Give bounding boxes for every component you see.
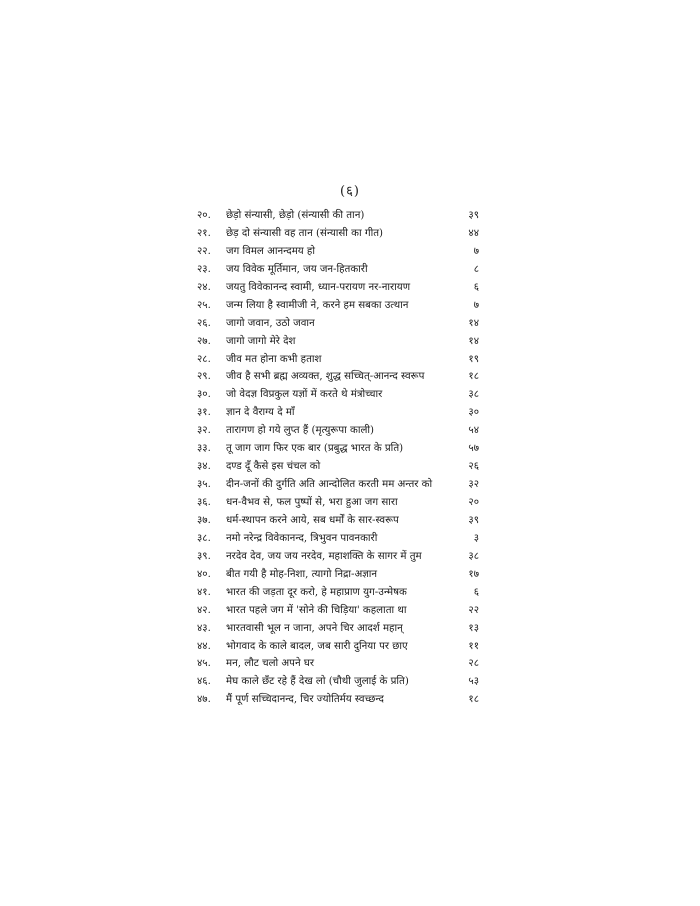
toc-entry-title: जीव है सभी ब्रह्म अव्यक्त, शुद्ध सच्चित्-आनन्द स्वरूप <box>226 371 425 383</box>
toc-entry <box>197 368 479 386</box>
toc-entry-page: १८ <box>468 371 479 383</box>
toc-entry-number: २८. <box>197 353 211 365</box>
toc-entry <box>197 297 479 315</box>
toc-entry-page: ४४ <box>468 227 479 239</box>
toc-entry-title: जय विवेक मूर्तिमान, जय जन-हितकारी <box>226 263 368 275</box>
toc-entry-number: ३६. <box>197 497 211 508</box>
toc-entry <box>197 494 479 512</box>
toc-entry-number: २१. <box>197 227 211 239</box>
toc-entry-page: ७ <box>473 245 479 257</box>
toc-entry-page: २२ <box>468 604 479 616</box>
toc-entry-number: २०. <box>197 210 211 221</box>
toc-entry-page: २८ <box>468 658 479 670</box>
toc-entry <box>197 620 479 638</box>
toc-entry-page: ३९ <box>468 210 479 221</box>
toc-entry <box>197 422 479 440</box>
toc-entry-number: ३४. <box>197 461 211 473</box>
toc-entry-number: २९. <box>197 371 211 383</box>
toc-entry-title: छेड़ दो संन्यासी वह तान (संन्यासी का गीत) <box>226 227 384 239</box>
toc-entry <box>197 584 479 602</box>
toc-entry <box>197 207 479 225</box>
toc-entry <box>197 655 479 673</box>
toc-entry-title: जन्म लिया है स्वामीजी ने, करने हम सबका उत्थान <box>226 299 409 311</box>
toc-entry-title: भारतवासी भूल न जाना, अपने चिर आदर्श महान् <box>226 622 403 634</box>
toc-entry <box>197 333 479 351</box>
toc-entry-page: ३२ <box>468 479 479 491</box>
toc-entry <box>197 673 479 691</box>
toc-entry-number: २२. <box>197 245 211 257</box>
toc-entry-title: नरदेव देव, जय जय नरदेव, महाशक्ति के सागर में तुम <box>226 550 422 562</box>
toc-entry-title: जागो जागो मेरे देश <box>226 335 296 347</box>
toc-entry-page: १९ <box>468 353 479 365</box>
toc-entry <box>197 512 479 530</box>
toc-entry-page: १७ <box>468 568 479 580</box>
toc-entry-number: ३८. <box>197 532 211 544</box>
toc-entry-page: १४ <box>468 335 479 347</box>
toc-entry-page: ३ <box>473 532 479 544</box>
toc-entry-page: ७ <box>473 299 479 311</box>
toc-entry-title: ज्ञान दे वैराग्य दे माँ <box>226 407 295 419</box>
toc-entry-number: ४२. <box>197 604 211 616</box>
toc-entry-number: ४६. <box>197 676 211 688</box>
toc-entry-number: २५. <box>197 299 211 311</box>
toc-entry <box>197 548 479 566</box>
toc-entry-title: दण्ड दूँ कैसे इस चंचल को <box>226 461 321 473</box>
toc-entry-title: नमो नरेन्द्र विवेकानन्द, त्रिभुवन पावनकारी <box>226 532 378 544</box>
toc-entry <box>197 386 479 404</box>
toc-entry-number: २३. <box>197 263 211 275</box>
toc-entry <box>197 638 479 656</box>
toc-entry <box>197 602 479 620</box>
toc-entry <box>197 566 479 584</box>
toc-entry <box>197 404 479 422</box>
toc-entry <box>197 261 479 279</box>
toc-entry-page: ५७ <box>468 443 479 455</box>
toc-entry-page: ८ <box>473 263 479 275</box>
toc-entry-page: ३० <box>468 407 479 419</box>
toc-entry <box>197 691 479 709</box>
table-of-contents <box>197 207 479 709</box>
toc-entry-number: ३५. <box>197 479 211 491</box>
toc-entry-number: ३०. <box>197 389 211 401</box>
toc-entry-number: ४४. <box>197 640 211 652</box>
toc-entry-page: २० <box>468 497 479 508</box>
toc-entry-page: ३८ <box>468 389 479 401</box>
toc-entry-page: ३८ <box>468 550 479 562</box>
toc-entry <box>197 476 479 494</box>
toc-entry-number: २७. <box>197 335 211 347</box>
toc-entry-title: बीत गयी है मोह-निशा, त्यागो निद्रा-अज्ञान <box>226 568 378 580</box>
toc-entry-page: ३९ <box>468 514 479 526</box>
toc-entry-title: जयतु विवेकानन्द स्वामी, ध्यान-परायण नर-नारायण <box>226 281 411 293</box>
toc-entry-page: ६ <box>473 586 479 598</box>
toc-entry-number: ४१. <box>197 586 211 598</box>
toc-entry <box>197 458 479 476</box>
toc-entry <box>197 243 479 261</box>
toc-entry-title: मन, लौट चलो अपने घर <box>226 658 315 670</box>
toc-entry-number: ३१. <box>197 407 211 419</box>
page-number: (६) <box>340 184 360 199</box>
toc-entry-title: धर्म-स्थापन करने आये, सब धर्मों के सार-स्वरूप <box>226 514 399 526</box>
toc-entry-number: २६. <box>197 317 211 329</box>
toc-entry-title: जो वेदज्ञ विप्रकुल यज्ञों में करते थे मंत्रोच्चार <box>226 389 383 401</box>
toc-entry-title: जागो जवान, उठो जवान <box>226 317 315 329</box>
toc-entry-number: ४३. <box>197 622 211 634</box>
toc-entry-title: छेड़ो संन्यासी, छेड़ो (संन्यासी की तान) <box>226 210 365 221</box>
toc-entry-page: २६ <box>468 461 479 473</box>
toc-entry-number: ३२. <box>197 425 211 437</box>
toc-entry-number: ४०. <box>197 568 211 580</box>
toc-entry-title: भारत की जड़ता दूर करो, हे महाप्राण युग-उन्मेषक <box>226 586 407 598</box>
toc-entry-title: तारागण हो गये लुप्त हैं (मृत्युरूपा काली) <box>226 425 374 437</box>
toc-entry-page: १८ <box>468 694 479 706</box>
toc-entry-title: धन-वैभव से, फल पुष्पों से, भरा हुआ जग सारा <box>226 497 398 508</box>
toc-entry <box>197 279 479 297</box>
toc-entry-number: ४५. <box>197 658 211 670</box>
toc-entry <box>197 351 479 369</box>
toc-entry-page: ११ <box>468 640 479 652</box>
toc-entry <box>197 440 479 458</box>
toc-entry-title: भोगवाद के काले बादल, जब सारी दुनिया पर छाए <box>226 640 408 652</box>
toc-entry-number: ४७. <box>197 694 211 706</box>
toc-entry-page: १४ <box>468 317 479 329</box>
toc-entry-number: २४. <box>197 281 211 293</box>
toc-entry-title: मेघ काले छँट रहे हैं देख लो (चौथी जुलाई के प्रति) <box>226 676 409 688</box>
toc-entry-page: १३ <box>468 622 479 634</box>
toc-entry-title: जीव मत होना कभी हताश <box>226 353 322 365</box>
toc-entry-title: जग विमल आनन्दमय हो <box>226 245 315 257</box>
toc-entry-number: ३३. <box>197 443 211 455</box>
toc-entry <box>197 225 479 243</box>
toc-entry-title: तू जाग जाग फिर एक बार (प्रबुद्ध भारत के प्रति) <box>226 443 404 455</box>
toc-entry-number: ३७. <box>197 514 211 526</box>
toc-entry-title: मैं पूर्ण सच्चिदानन्द, चिर ज्योतिर्मय स्वच्छन्द <box>226 694 384 706</box>
toc-entry-title: भारत पहले जग में 'सोने की चिड़िया' कहलाता था <box>226 604 407 616</box>
toc-entry <box>197 315 479 333</box>
toc-entry-title: दीन-जनों की दुर्गति अति आन्दोलित करती मम अन्तर को <box>226 479 433 491</box>
toc-entry-page: ५३ <box>468 676 479 688</box>
toc-entry-page: ५४ <box>468 425 479 437</box>
toc-entry <box>197 530 479 548</box>
toc-entry-number: ३९. <box>197 550 211 562</box>
toc-entry-page: ६ <box>473 281 479 293</box>
